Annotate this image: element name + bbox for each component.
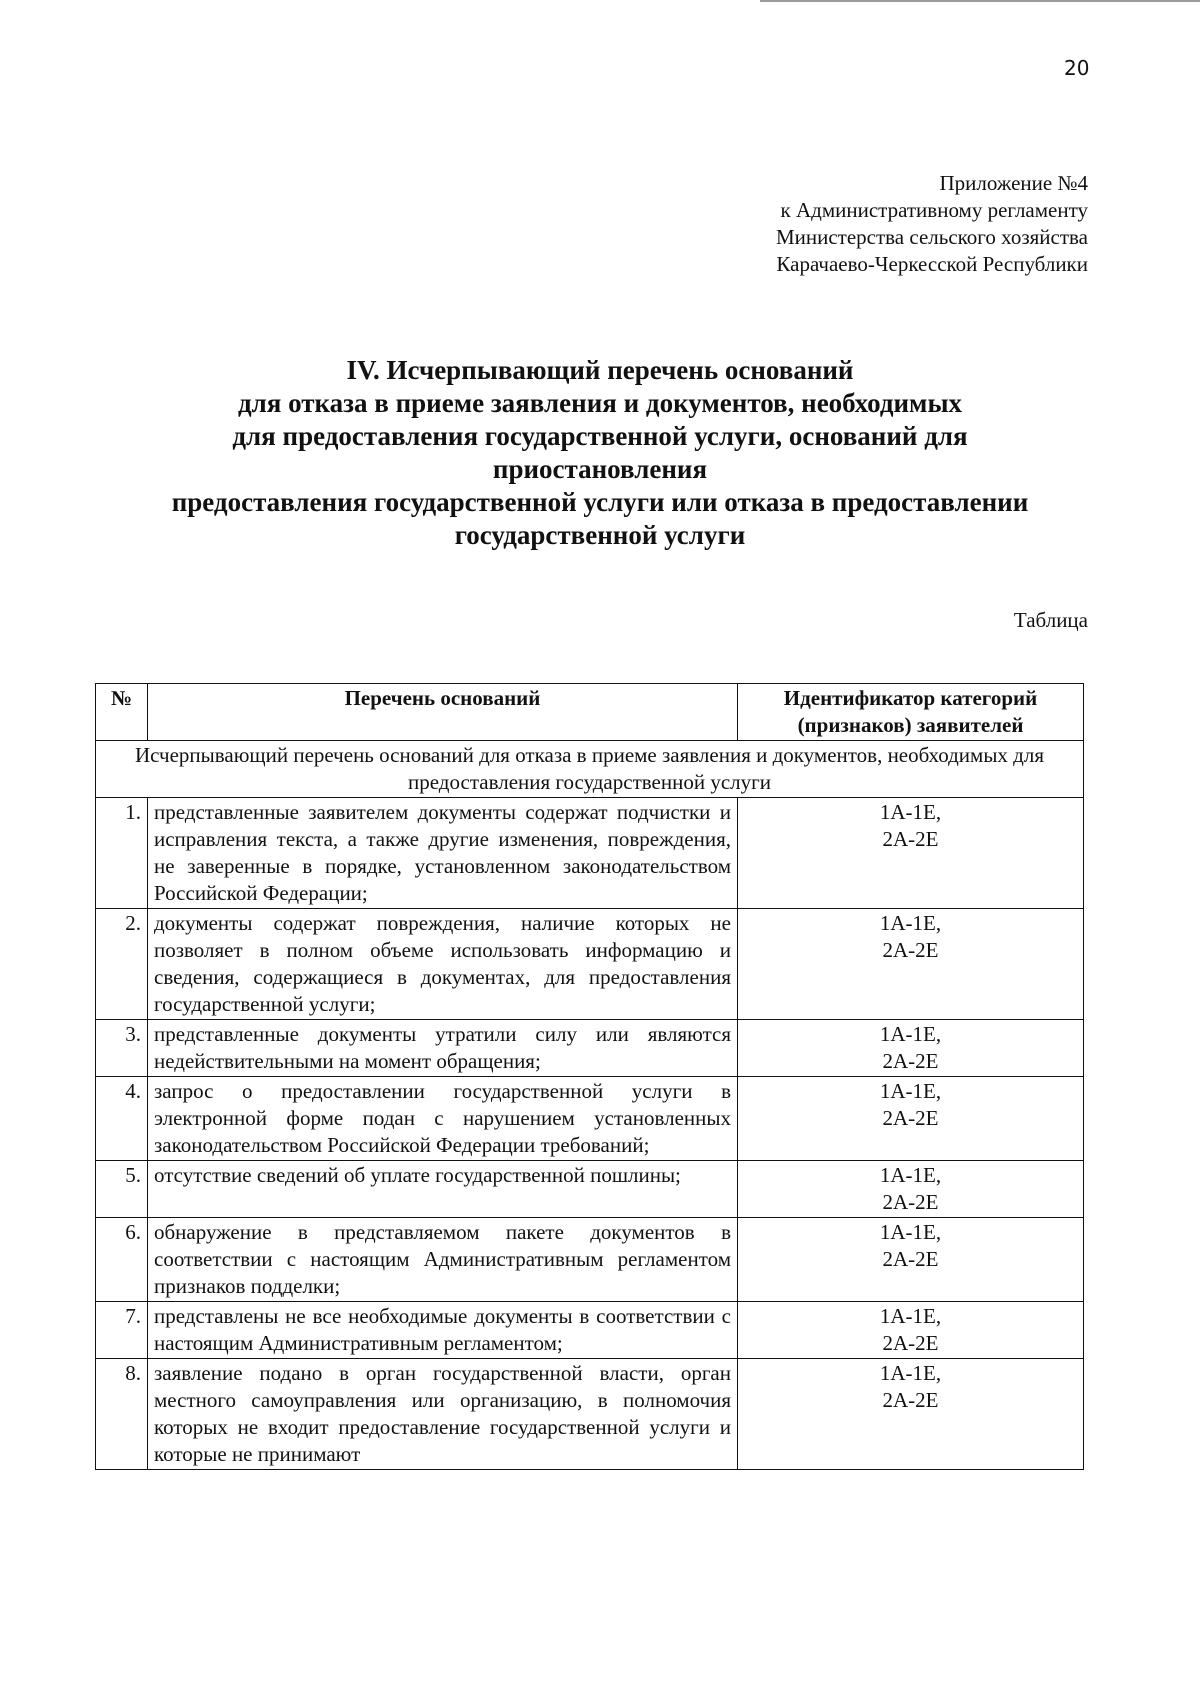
row-category-id — [738, 1218, 1084, 1302]
row-text: обнаружение в представляемом пакете документов в соответствии с настоящим Административным регламентом признаков подделки; — [148, 1218, 738, 1302]
row-category-id — [738, 1359, 1084, 1470]
row-text: представленные документы утратили силу или являются недействительными на момент обращения; — [148, 1020, 738, 1077]
table-row — [96, 1161, 1084, 1218]
grounds-table — [95, 683, 1084, 1470]
row-category-id-line: 1А-1Е, — [879, 1304, 942, 1328]
row-category-id — [738, 1302, 1084, 1359]
table-row — [96, 798, 1084, 909]
header-applicant-category-id: Идентификатор категорий (признаков) заявителей — [738, 684, 1084, 741]
row-category-id-line: 1А-1Е, — [879, 1163, 942, 1187]
row-text: заявление подано в орган государственной власти, орган местного самоуправления или организацию, в полномочия которых не входит предоставление государственной услуги и которые не принимают — [148, 1359, 738, 1470]
row-category-id-line: 2А-2Е — [882, 1049, 939, 1073]
appendix-line: Министерства сельского хозяйства — [775, 225, 1088, 249]
row-text: запрос о предоставлении государственной услуги в электронной форме подан с нарушением установленных законодательством Российской Федерации требований; — [148, 1077, 738, 1161]
row-text: отсутствие сведений об уплате государственной пошлины; — [148, 1161, 738, 1218]
row-number: 3. — [96, 1020, 148, 1077]
section-title-line: для предоставления государственной услуги, оснований для — [232, 421, 968, 451]
row-category-id-line: 1А-1Е, — [879, 1361, 942, 1385]
table-row — [96, 1077, 1084, 1161]
row-category-id-line: 1А-1Е, — [879, 1220, 942, 1244]
row-category-id-line: 2А-2Е — [882, 1247, 939, 1271]
page-number: 20 — [1064, 56, 1090, 80]
row-category-id — [738, 1077, 1084, 1161]
header-grounds-list: Перечень оснований — [148, 684, 738, 741]
row-number: 6. — [96, 1218, 148, 1302]
row-category-id-line: 1А-1Е, — [879, 911, 942, 935]
section-title-line: предоставления государственной услуги или отказа в предоставлении — [171, 487, 1029, 517]
row-category-id — [738, 909, 1084, 1020]
table-header-row — [96, 684, 1084, 741]
appendix-line: к Административному регламенту — [780, 198, 1088, 222]
row-number: 1. — [96, 798, 148, 909]
appendix-header — [588, 170, 1088, 278]
table-row — [96, 1302, 1084, 1359]
section-title-line: IV. Исчерпывающий перечень оснований — [346, 355, 854, 385]
row-category-id-line: 2А-2Е — [882, 1388, 939, 1412]
table-row — [96, 1020, 1084, 1077]
row-category-id — [738, 1161, 1084, 1218]
section-title — [100, 354, 1100, 552]
row-category-id-line: 1А-1Е, — [879, 800, 942, 824]
table-row — [96, 909, 1084, 1020]
row-number: 2. — [96, 909, 148, 1020]
row-number: 7. — [96, 1302, 148, 1359]
row-text: представленные заявителем документы содержат подчистки и исправления текста, а также другие изменения, повреждения, не заверенные в порядке, установленном законодательством Российской Федерации; — [148, 798, 738, 909]
scan-top-edge-line — [760, 0, 1200, 2]
row-category-id-line: 2А-2Е — [882, 827, 939, 851]
table-caption: Таблица — [1013, 608, 1088, 632]
section-title-line: государственной услуги — [454, 520, 746, 550]
row-category-id-line: 1А-1Е, — [879, 1022, 942, 1046]
appendix-line: Карачаево-Черкесской Республики — [776, 252, 1088, 276]
row-category-id-line: 2А-2Е — [882, 1190, 939, 1214]
row-category-id — [738, 798, 1084, 909]
table-row — [96, 1218, 1084, 1302]
row-category-id-line: 2А-2Е — [882, 938, 939, 962]
row-category-id-line: 2А-2Е — [882, 1106, 939, 1130]
row-text: представлены не все необходимые документы в соответствии с настоящим Административным регламентом; — [148, 1302, 738, 1359]
section-row-text: Исчерпывающий перечень оснований для отказа в приеме заявления и документов, необходимых для предоставления государственной услуги — [96, 741, 1084, 798]
row-category-id-line: 1А-1Е, — [879, 1079, 942, 1103]
row-number: 8. — [96, 1359, 148, 1470]
row-number: 4. — [96, 1077, 148, 1161]
row-text: документы содержат повреждения, наличие которых не позволяет в полном объеме использовать информацию и сведения, содержащиеся в документах, для предоставления государственной услуги; — [148, 909, 738, 1020]
table-row — [96, 1359, 1084, 1470]
section-title-line: для отказа в приеме заявления и документов, необходимых — [237, 388, 963, 418]
header-number: № — [96, 684, 148, 741]
row-category-id-line: 2А-2Е — [882, 1331, 939, 1355]
table-section-row — [96, 741, 1084, 798]
row-number: 5. — [96, 1161, 148, 1218]
row-category-id — [738, 1020, 1084, 1077]
appendix-line: Приложение №4 — [939, 171, 1088, 195]
section-title-line: приостановления — [492, 454, 708, 484]
